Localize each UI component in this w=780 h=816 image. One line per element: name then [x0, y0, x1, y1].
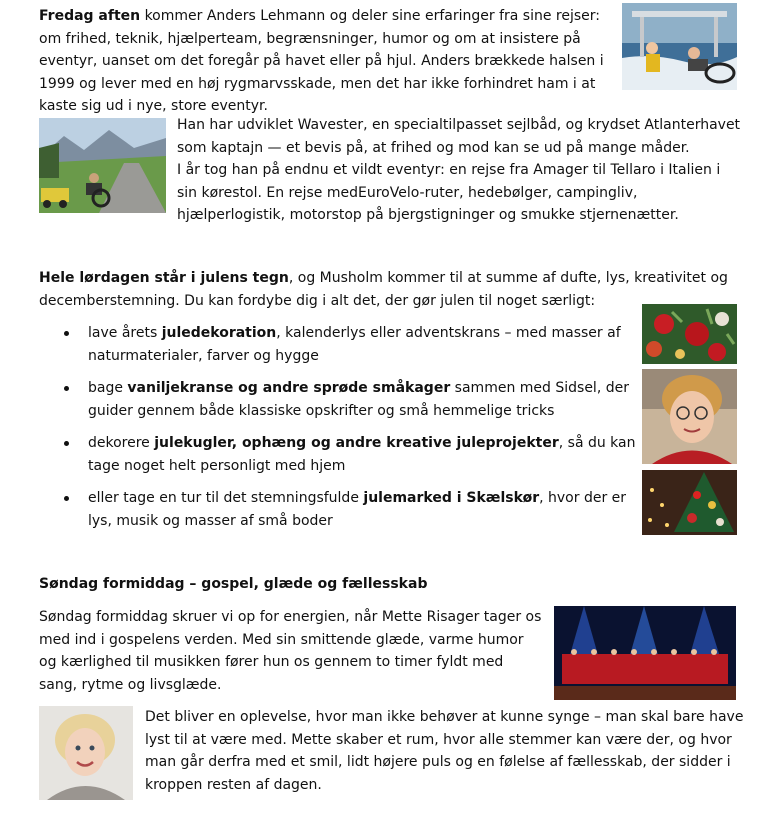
- list-item: dekorere julekugler, ophæng og andre kreative juleprojekter, så du kan tage noget helt personligt med hjem: [60, 432, 636, 477]
- item-highlight: vaniljekranse og andre sprøde småkager: [127, 380, 451, 396]
- mette-risager-portrait-photo: [39, 706, 133, 800]
- sidsel-portrait-photo: [642, 369, 737, 464]
- sunday-experience-paragraph: Det bliver en oplevelse, hvor man ikke behøver at kunne synge – man skal bare have lyst til at være med. Mette skaber et rum, hvor alle stemmer kan være der, og hvor man går derfra med et smil, lidt højere puls og en følelse af fællesskab, der sidder i kroppen resten af dagen.: [145, 709, 744, 793]
- friday-journey-paragraph: I år tog han på endnu et vildt eventyr: en rejse fra Amager til Tellaro i Italien i sin kørestol. En rejse medEuroVelo-ruter, hedebølger, campingliv, hjælperlogistik, motorstop på bjergstigninger og smukke stjernenætter.: [177, 162, 721, 223]
- sailboat-photo: [622, 3, 737, 90]
- list-item: lave årets juledekoration, kalenderlys eller adventskrans – med masser af naturmaterialer, farver og hygge: [60, 322, 636, 367]
- christmas-tree-photo: [642, 470, 737, 535]
- wheelchair-journey-photo: [39, 118, 166, 213]
- christmas-activities-list: [60, 322, 636, 532]
- christmas-decoration-photo: [642, 304, 737, 364]
- friday-lead-bold: Fredag aften: [39, 8, 141, 24]
- friday-wavester-paragraph: Han har udviklet Wavester, en specialtilpasset sejlbåd, og krydset Atlanterhavet som kaptajn — et bevis på, at frihed og mod kan se ud på mange måder.: [177, 117, 741, 156]
- list-item: bage vaniljekranse og andre sprøde småkager sammen med Sidsel, der guider gennem både klassiske opskrifter og små hemmelige tricks: [60, 377, 636, 422]
- item-highlight: julekugler, ophæng og andre kreative juleprojekter: [154, 435, 559, 451]
- saturday-intro-paragraph: [39, 267, 739, 312]
- saturday-lead-text: , og Musholm kommer til at summe af dufte, lys, kreativitet og decemberstemning. Du kan fordybe dig i alt det, der gør julen til noget særligt:: [39, 270, 728, 309]
- sunday-heading: Søndag formiddag – gospel, glæde og fællesskab: [39, 576, 428, 592]
- sunday-gospel-paragraph: Søndag formiddag skruer vi op for energien, når Mette Risager tager os med ind i gospelens verden. Med sin smittende glæde, varme humor og kærlighed til musikken fører hun os gennem to timer fyldt med sang, rytme og livsglæde.: [39, 609, 542, 693]
- item-highlight: juledekoration: [161, 325, 277, 341]
- friday-intro-paragraph: [39, 5, 611, 118]
- friday-lead-text: kommer Anders Lehmann og deler sine erfaringer fra sine rejser: om frihed, teknik, hjælperteam, begrænsninger, humor og om at insistere på eventyr, uanset om det foregår på havet eller på hjul. Anders brækkede halsen i 1999 og lever med en høj rygmarvsskade, men det har ikke forhindret ham i at kaste sig ud i nye, store eventyr.: [39, 8, 604, 114]
- item-highlight: julemarked i Skælskør: [363, 490, 540, 506]
- saturday-lead-bold: Hele lørdagen står i julens tegn: [39, 270, 289, 286]
- gospel-choir-photo: [554, 606, 736, 700]
- list-item: eller tage en tur til det stemningsfulde julemarked i Skælskør, hvor der er lys, musik og masser af små boder: [60, 487, 636, 532]
